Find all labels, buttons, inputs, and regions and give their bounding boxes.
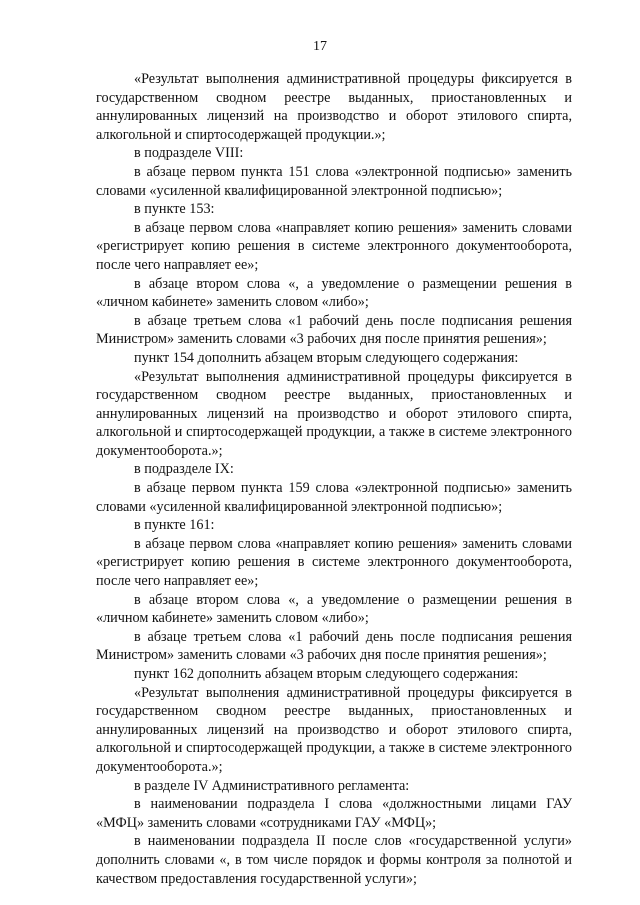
paragraph: «Результат выполнения административной процедуры фиксируется в государственном сводном реестре выданных, приостановленных и аннулированных лицензий на производство и оборот этилового спирта, алкогольной и спиртосодержащей продукции, а также в системе электронного документооборота.»; bbox=[96, 684, 572, 775]
paragraph: в подразделе VIII: bbox=[134, 145, 244, 162]
paragraph: в абзаце третьем слова «1 рабочий день после подписания решения Министром» заменить словами «3 рабочих дня после принятия решения»; bbox=[96, 628, 572, 664]
paragraph: пункт 162 дополнить абзацем вторым следующего содержания: bbox=[134, 666, 519, 682]
paragraph: пункт 154 дополнить абзацем вторым следующего содержания: bbox=[134, 349, 519, 366]
paragraph: в подразделе IX: bbox=[134, 461, 234, 478]
paragraph: в наименовании подраздела I слова «должностными лицами ГАУ «МФЦ» заменить словами «сотрудниками ГАУ «МФЦ»; bbox=[96, 796, 572, 831]
page-number: 17 bbox=[313, 39, 327, 54]
paragraph: в пункте 161: bbox=[134, 517, 215, 534]
paragraph: в абзаце втором слова «, а уведомление о размещении решения в «личном кабинете» заменить словом «либо»; bbox=[96, 275, 572, 311]
paragraph: в пункте 153: bbox=[134, 201, 215, 218]
paragraph: «Результат выполнения административной процедуры фиксируется в государственном сводном реестре выданных, приостановленных и аннулированных лицензий на производство и оборот этилового спирта, алкогольной и спиртосодержащей продукции.»; bbox=[96, 71, 572, 143]
paragraph: в абзаце третьем слова «1 рабочий день после подписания решения Министром» заменить словами «3 рабочих дня после принятия решения»; bbox=[96, 312, 572, 348]
paragraph: в абзаце втором слова «, а уведомление о размещении решения в «личном кабинете» заменить словом «либо»; bbox=[96, 591, 572, 627]
document-body bbox=[96, 70, 572, 888]
paragraph: в абзаце первом пункта 159 слова «электронной подписью» заменить словами «усиленной квалифицированной электронной подписью»; bbox=[96, 480, 572, 515]
paragraph: в разделе IV Административного регламента: bbox=[134, 777, 410, 794]
paragraph: в абзаце первом слова «направляет копию решения» заменить словами «регистрирует копию решения в системе электронного документооборота, после чего направляет ее»; bbox=[96, 219, 572, 273]
paragraph: в наименовании подраздела II после слов «государственной услуги» дополнить словами «, в том числе порядок и формы контроля за полнотой и качеством предоставления государственной услуги»; bbox=[96, 833, 572, 887]
paragraph: в абзаце первом слова «направляет копию решения» заменить словами «регистрирует копию решения в системе электронного документооборота, после чего направляет ее»; bbox=[96, 535, 572, 590]
paragraph: в абзаце первом пункта 151 слова «электронной подписью» заменить словами «усиленной квалифицированной электронной подписью»; bbox=[96, 163, 572, 199]
paragraph: «Результат выполнения административной процедуры фиксируется в государственном сводном реестре выданных, приостановленных и аннулированных лицензий на производство и оборот этилового спирта, алкогольной и спиртосодержащей продукции, а также в системе электронного документооборота.»; bbox=[96, 368, 572, 459]
